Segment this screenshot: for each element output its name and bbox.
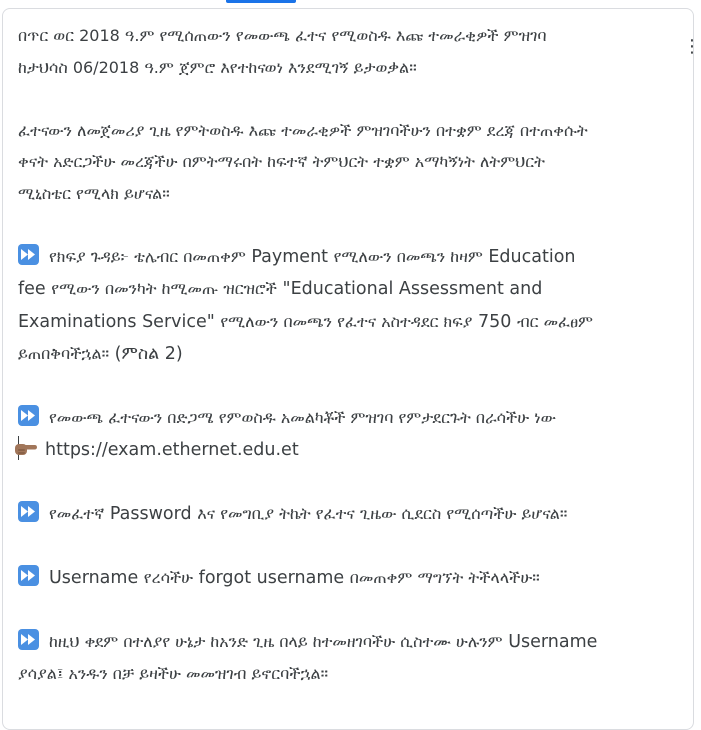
text-span: "Educational Assessment and — [282, 279, 543, 299]
post-paragraph-retake — [18, 402, 658, 466]
text-span: የረሳችሁ — [143, 567, 194, 587]
text-span: የመፈተኛ — [49, 503, 105, 523]
text-span: Username — [508, 631, 598, 652]
text-span: Examinations Service" — [18, 311, 215, 332]
text-span: Payment — [251, 246, 329, 267]
text-span: የሚለውን በመጫን የፈተና አስተዳደር ክፍያ — [220, 311, 473, 331]
post-paragraph-username — [18, 562, 658, 595]
text-span: በመጠቀም ማግኘት ትችላላችሁ። — [349, 567, 540, 587]
text-span: Password — [109, 503, 192, 524]
text-span: የሚለውን በመጫን ከዛም — [333, 246, 483, 266]
post-paragraph-first-time — [18, 115, 658, 210]
text-span: 750 — [477, 311, 512, 332]
text-line: ከታህሳስ 06/2018 ዓ.ም ጀምሮ እየተከናወነ እንደሚገኝ ይታወቃል። — [18, 57, 417, 77]
text-span: ይጠበቅባችኋል። — [18, 344, 110, 363]
exam-portal-link[interactable]: https://exam.ethernet.edu.et — [45, 439, 299, 460]
text-span: የሚውን በመንካት ከሚመጡ ዝርዝሮች — [51, 279, 277, 298]
text-span: የክፍያ ጉዳይ፦ ቴሌብር በመጠቀም — [49, 246, 246, 266]
post-paragraph-registration — [18, 20, 658, 83]
text-span: የመውጫ ፈተናውን በድጋሜ የምወስዱ አመልካቾች ምዝገባ የምታደርጉት በራሳችሁ ነው — [49, 408, 556, 427]
text-span: ያሳያል፤ አንዱን በቻ ይዛችሁ መመዝገብ ይኖርባችኋል። — [18, 664, 329, 683]
fast-forward-icon — [18, 405, 39, 426]
text-span: ከዚህ ቀደም በተለያየ ሁኔታ ከአንድ ጊዜ በላይ ከተመዘገባችሁ ሲስተሙ ሁሉንም — [49, 631, 503, 651]
post-paragraph-payment — [18, 241, 658, 371]
post-paragraph-duplicates — [18, 626, 658, 691]
post-body — [18, 20, 658, 691]
fast-forward-icon — [18, 565, 39, 586]
fast-forward-icon — [18, 244, 39, 265]
text-line: ቀናት አድርጋችሁ መረጃችሁ በምትማሩበት ከፍተኛ ትምህርት ተቋም አማካኝነት ለትምህርት — [18, 152, 545, 171]
text-span: እና የመግቢያ ትኬት የፈተና ጊዜው ሲደርስ የሚሰጣችሁ ይሆናል። — [197, 503, 568, 523]
text-line: ፈተናውን ለመጀመሪያ ጊዜ የምትወስዱ እጩ ተመራቂዎች ምዝገባችሁን በተቋም ደረጃ በተጠቀሱት — [18, 120, 588, 140]
text-span: forgot username — [198, 567, 345, 588]
text-span: Education — [488, 246, 576, 267]
text-span: (ምስል 2) — [114, 344, 183, 364]
text-line: በጥር ወር 2018 ዓ.ም የሚሰጠውን የመውጫ ፈተና የሚወስዱ እጩ ተመራቂዎች ምዝገባ — [18, 26, 547, 45]
active-tab-indicator — [226, 0, 296, 3]
fast-forward-icon — [18, 629, 39, 650]
text-span: ብር መፈፀም — [516, 311, 593, 331]
fast-forward-icon — [18, 501, 39, 522]
post-paragraph-password — [18, 498, 658, 531]
more-vert-icon[interactable]: ⋮ — [683, 36, 701, 57]
text-line: ሚኒስቴር የሚላክ ይሆናል። — [18, 183, 170, 203]
backhand-index-pointing-right-icon — [13, 438, 39, 458]
text-span: Username — [49, 567, 139, 588]
text-span: fee — [18, 279, 46, 299]
